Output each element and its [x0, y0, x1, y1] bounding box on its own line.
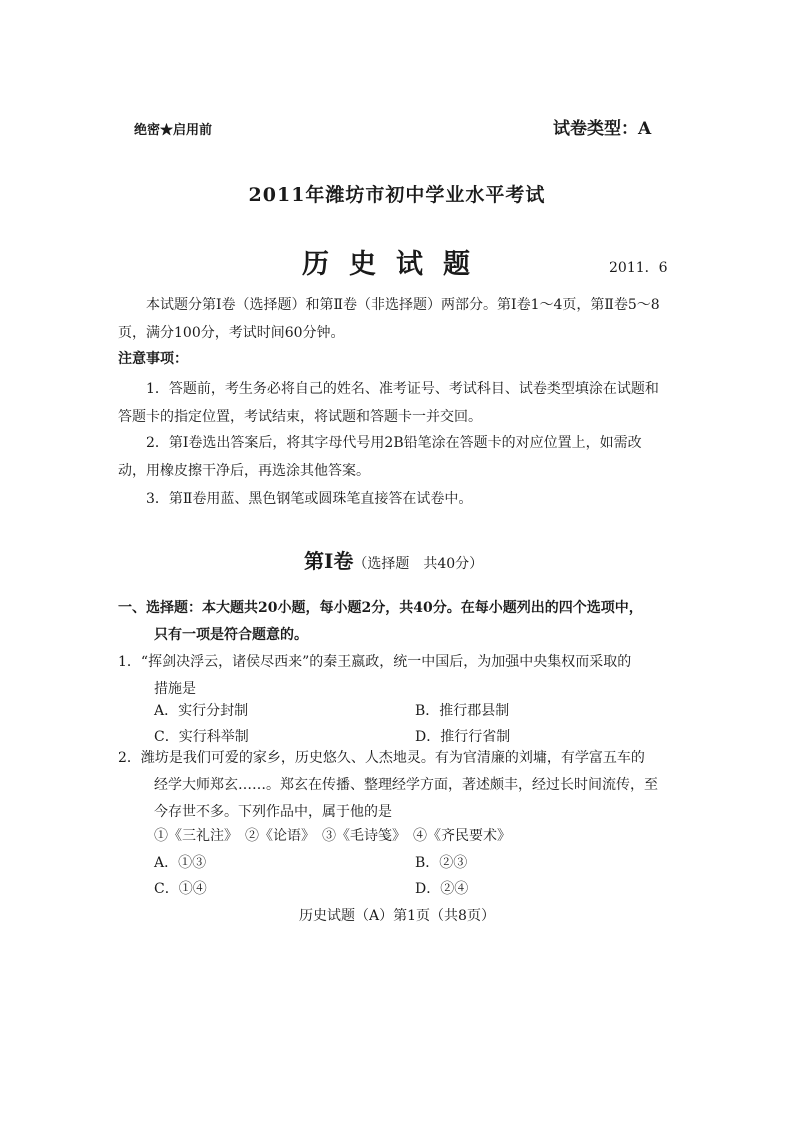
question-1-line-1: 1．“挥剑决浮云，诸侯尽西来”的秦王嬴政，统一中国后，为加强中央集权而采取的: [118, 654, 632, 670]
section-subtitle: （选择题 共40分）: [353, 556, 484, 572]
question-2-option-a: A．①③: [154, 855, 207, 871]
part-one-line-1: 一、选择题：本大题共20小题，每小题2分，共40分。在每小题列出的四个选项中，: [118, 600, 643, 616]
subject-title: 历史试题: [302, 249, 490, 280]
question-1-option-a: A．实行分封制: [154, 703, 249, 719]
part-one-instructions: [118, 595, 668, 649]
note-item-2: 2．第Ⅰ卷选出答案后，将其字母代号用2B铅笔涂在答题卡的对应位置上，如需改动，用橡皮擦干净后，再选涂其他答案。: [118, 435, 642, 479]
question-1-option-c: C．实行科举制: [154, 729, 249, 745]
question-2-line-3: 今存世不多。下列作品中，属于他的是: [154, 804, 392, 820]
exam-title: 2011年潍坊市初中学业水平考试: [248, 184, 546, 206]
question-1-option-b: B．推行郡县制: [415, 703, 510, 719]
question-2-works-list: ①《三礼注》 ②《论语》 ③《毛诗笺》 ④《齐民要术》: [154, 828, 511, 844]
part-one-line-2: 只有一项是符合题意的。: [154, 627, 308, 643]
question-1-option-d: D．推行行省制: [415, 729, 511, 745]
question-2-line-1: 2．潍坊是我们可爱的家乡，历史悠久、人杰地灵。有为官清廉的刘墉，有学富五车的: [118, 750, 645, 766]
note-item-3: 3．第Ⅱ卷用蓝、黑色钢笔或圆珠笔直接答在试卷中。: [146, 491, 473, 507]
exam-date: 2011．6: [609, 260, 668, 276]
question-2-option-c: C．①④: [154, 881, 207, 897]
question-1-line-2: 措施是: [154, 681, 196, 697]
question-2-option-d: D．②④: [415, 881, 469, 897]
question-1: [118, 649, 668, 703]
question-2-line-2: 经学大师郑玄……。郑玄在传播、整理经学方面，著述颇丰，经过长时间流传，至: [154, 777, 658, 793]
section-title: [304, 545, 483, 574]
confidential-label: 绝密★启用前: [134, 123, 213, 138]
intro-paragraph: 本试题分第Ⅰ卷（选择题）和第Ⅱ卷（非选择题）两部分。第Ⅰ卷1～4页，第Ⅱ卷5～8页，满分100分，考试时间60分钟。: [118, 297, 660, 341]
notes-heading: 注意事项：: [118, 351, 188, 367]
question-2-option-b: B．②③: [415, 855, 468, 871]
paper-type-label: 试卷类型：A: [553, 119, 652, 139]
page-footer: 历史试题（A）第1页（共8页）: [299, 908, 495, 924]
note-item-1: 1．答题前，考生务必将自己的姓名、准考证号、考试科目、试卷类型填涂在试题和答题卡的指定位置，考试结束，将试题和答题卡一并交回。: [118, 381, 659, 425]
question-2: [118, 745, 668, 826]
section-title-main: 第Ⅰ卷: [304, 549, 354, 573]
